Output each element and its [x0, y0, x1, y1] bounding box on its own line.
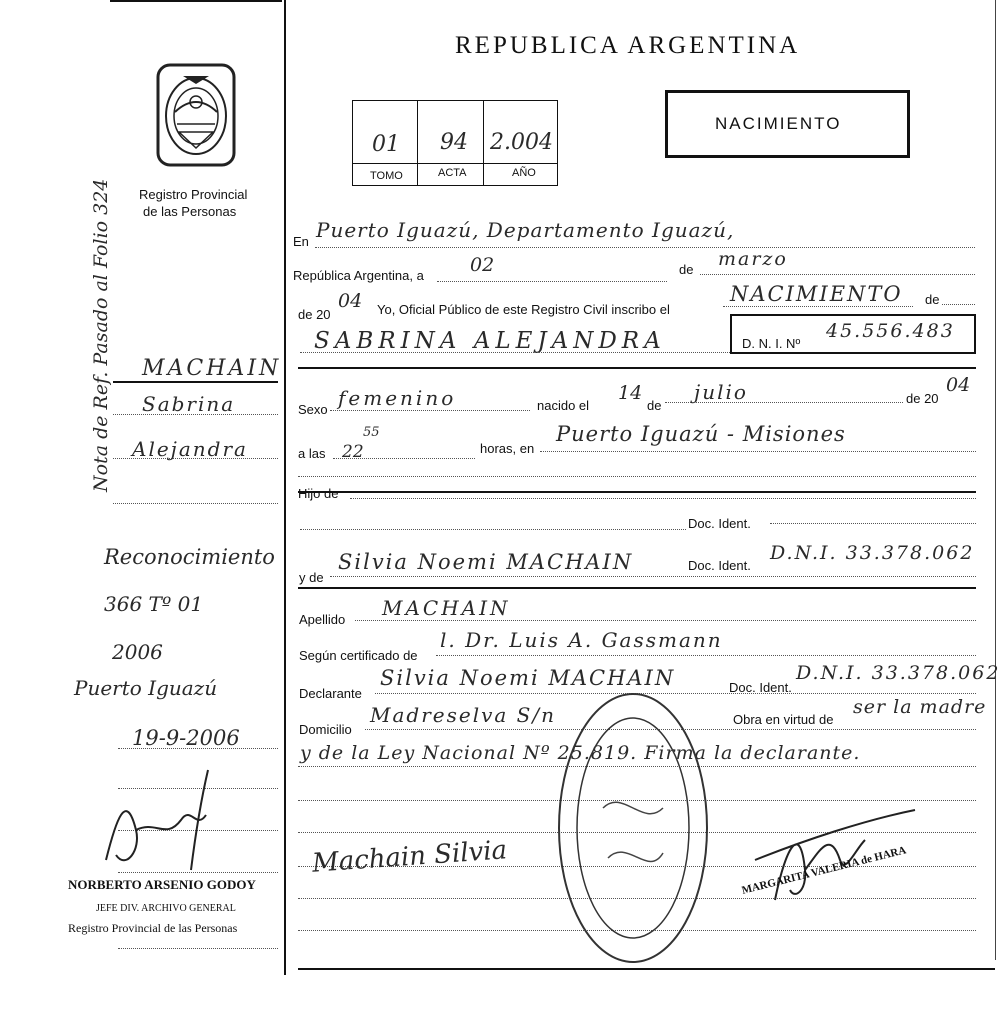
line-mother	[330, 576, 976, 577]
line-doc-1b	[770, 523, 976, 524]
section-rule-3	[298, 587, 976, 589]
archivist-signature	[96, 760, 236, 880]
label-yde: y de	[299, 570, 324, 585]
label-dni: D. N. I. Nº	[742, 336, 801, 351]
annotation-tomo: 366 Tº 01	[104, 592, 204, 616]
value-obra: ser la madre	[853, 696, 987, 718]
line-hijo	[350, 498, 976, 499]
label-republica: República Argentina, a	[293, 268, 424, 283]
label-nacido: nacido el	[537, 398, 590, 413]
value-birth-year: 04	[946, 374, 971, 396]
coat-of-arms-emblem	[155, 62, 237, 168]
registry-round-seal	[553, 688, 713, 968]
label-alas: a las	[298, 446, 326, 461]
label-doc-ident-1: Doc. Ident.	[688, 516, 751, 531]
value-mother-doc: D.N.I. 33.378.062	[770, 542, 975, 564]
line-certificado	[436, 655, 976, 656]
annotation-reconocimiento: Reconocimiento	[104, 545, 275, 569]
label-doc-ident-2: Doc. Ident.	[688, 558, 751, 573]
annotation-date: 19-9-2006	[132, 726, 240, 750]
annotation-year: 2006	[112, 640, 163, 664]
label-de20-birth: de 20	[906, 391, 939, 406]
line-sexo	[330, 410, 530, 411]
annotation-place: Puerto Iguazú	[74, 676, 218, 700]
label-apellido: Apellido	[299, 612, 346, 627]
line-day	[437, 281, 667, 282]
value-inscribo: NACIMIENTO	[730, 282, 903, 306]
value-person-name: SABRINA ALEJANDRA	[314, 328, 666, 354]
label-de-month: de	[679, 262, 694, 277]
value-apellido: MACHAIN	[382, 596, 511, 620]
section-rule-1	[298, 367, 976, 369]
line-birth-month	[665, 402, 903, 403]
value-month: marzo	[718, 248, 788, 270]
right-border	[995, 0, 996, 960]
value-mother-name: Silvia Noemi MACHAIN	[338, 550, 634, 574]
value-dni: 45.556.483	[826, 320, 955, 342]
value-day: 02	[470, 254, 495, 276]
left-rule-4	[113, 503, 278, 504]
value-declarante: Silvia Noemi MACHAIN	[380, 666, 676, 690]
label-de-name: de	[925, 292, 940, 307]
country-title: REPUBLICA ARGENTINA	[455, 32, 801, 59]
margin-reference-note: Nota de Ref. Pasado al Folio 324	[90, 178, 112, 492]
left-name-2: Alejandra	[132, 437, 248, 461]
registry-line-2: de las Personas	[143, 204, 237, 219]
value-minutes: 55	[363, 425, 380, 440]
label-doc-ident-3: Doc. Ident.	[729, 680, 792, 695]
label-de20: de 20	[298, 307, 331, 322]
label-obra: Obra en virtud de	[733, 712, 834, 727]
left-rule-9	[118, 948, 278, 949]
line-hour	[333, 458, 475, 459]
value-domicilio: Madreselva S/n	[370, 703, 556, 727]
left-surname: MACHAIN	[142, 356, 282, 381]
value-birth-place: Puerto Iguazú - Misiones	[556, 422, 846, 446]
declarant-signature: Machain Silvia	[311, 835, 509, 879]
left-name-1: Sabrina	[142, 392, 236, 416]
value-birth-month: julio	[694, 380, 748, 404]
label-sexo: Sexo	[298, 402, 328, 417]
registry-line-1: Registro Provincial	[139, 187, 248, 202]
archivist-stamp-org: Registro Provincial de las Personas	[68, 921, 238, 935]
archivist-stamp-title: JEFE DIV. ARCHIVO GENERAL	[96, 903, 236, 914]
line-de-name	[942, 304, 975, 305]
line-doc-1	[300, 529, 686, 530]
label-de-birth: de	[647, 398, 662, 413]
line-en	[315, 247, 975, 248]
label-hijo: Hijo de	[298, 486, 339, 501]
top-left-rule	[110, 0, 282, 2]
ano-label: AÑO	[512, 167, 536, 179]
line-apellido	[355, 620, 976, 621]
line-birth-place	[540, 451, 976, 452]
value-birth-day: 14	[618, 382, 643, 404]
line-month	[700, 274, 975, 275]
record-type-label: NACIMIENTO	[715, 114, 842, 133]
section-rule-2	[298, 491, 976, 493]
value-place: Puerto Iguazú, Departamento Iguazú,	[316, 218, 735, 242]
value-declarante-doc: D.N.I. 33.378.062	[796, 662, 1001, 684]
tomo-label: TOMO	[370, 170, 403, 182]
value-certificado: l. Dr. Luis A. Gassmann	[440, 628, 723, 652]
label-domicilio: Domicilio	[299, 722, 352, 737]
tomo-value: 01	[372, 132, 400, 157]
acta-label: ACTA	[438, 167, 467, 179]
label-horas: horas, en	[480, 441, 535, 456]
officer-stamp: MARGARITA VALERIA de HARA	[740, 844, 908, 897]
left-rule-5	[118, 748, 278, 749]
ano-value: 2.004	[490, 130, 553, 155]
label-declarante: Declarante	[299, 686, 362, 701]
left-rule-1	[113, 381, 278, 383]
value-sexo: femenino	[338, 386, 457, 410]
bottom-rule	[298, 968, 995, 970]
label-yo-oficial: Yo, Oficial Público de este Registro Civil inscribo el	[377, 302, 670, 317]
archivist-stamp-name: NORBERTO ARSENIO GODOY	[68, 877, 256, 892]
value-year: 04	[338, 290, 363, 312]
value-ley-text: y de la Ley Nacional Nº 25.819. Firma la declarante.	[300, 742, 861, 764]
label-en: En	[293, 234, 309, 249]
line-blank-1	[298, 476, 976, 477]
left-column-divider	[284, 0, 286, 975]
label-segun: Según certificado de	[299, 648, 418, 663]
value-hour: 22	[342, 442, 364, 462]
line-person-name	[300, 352, 730, 353]
line-inscribo	[723, 306, 913, 307]
acta-value: 94	[440, 130, 468, 155]
